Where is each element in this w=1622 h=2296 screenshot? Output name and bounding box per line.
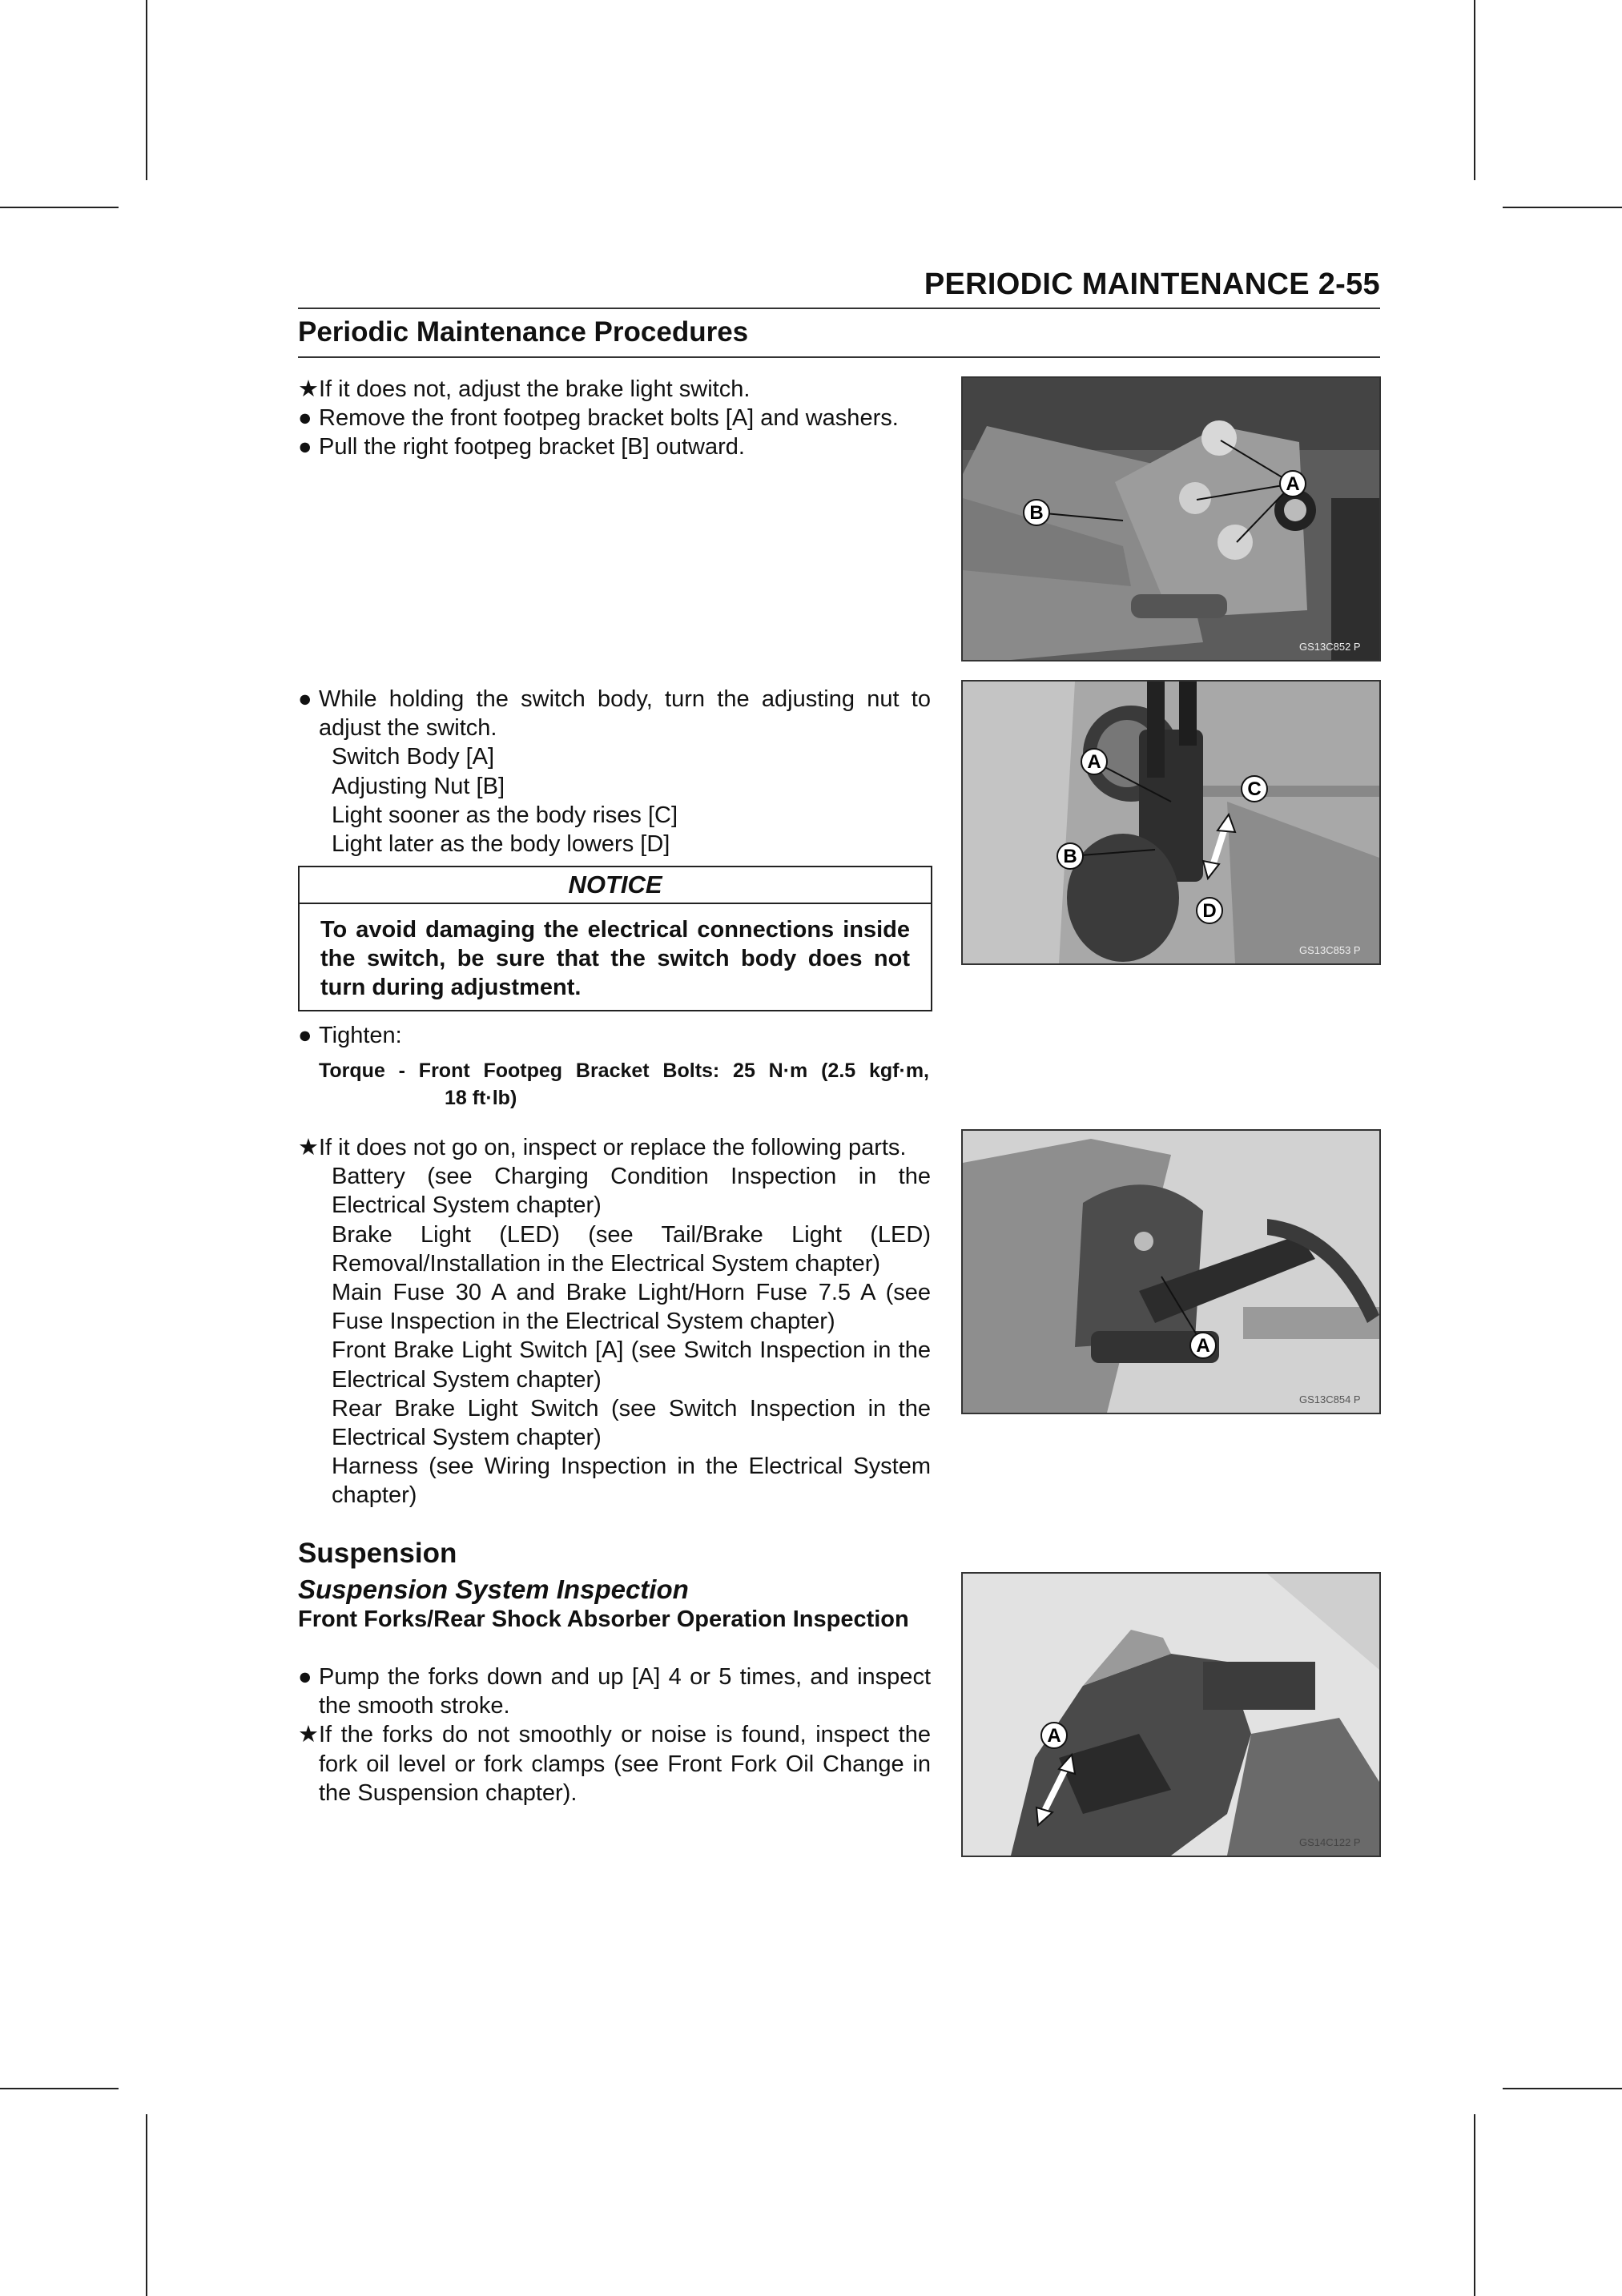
callout-label: C [1247,778,1262,800]
list-item-text: If it does not, adjust the brake light switch. [319,376,751,402]
list-item-text: If the forks do not smoothly or noise is found, inspect the fork oil level or fork clamps (see Front Fork Oil Change in the Suspension chapter). [319,1722,931,1806]
block-switch-adjust [298,685,931,858]
legend-adjusting-nut: Adjusting Nut [B] [332,773,505,799]
photo-front-forks [961,1572,1381,1857]
list-item [298,1720,931,1807]
header-rule [298,308,1380,309]
section-title: Periodic Maintenance Procedures [298,316,749,348]
star-icon: ★ [298,1722,319,1748]
callout-label: D [1202,900,1217,922]
list-item-text: Remove the front footpeg bracket bolts [A] and washers. [319,405,899,432]
photo-front-brake-switch [961,1129,1381,1414]
section-rule [298,356,1380,358]
star-icon: ★ [298,1135,319,1160]
callout-label: B [1029,502,1044,524]
bullet-icon: ● [298,686,312,712]
block-suspension-items [298,1663,931,1807]
part-battery: Battery (see Charging Condition Inspection in the Electrical System chapter) [332,1164,931,1219]
callout-label: B [1063,846,1077,867]
list-item [298,1663,931,1720]
list-item-text: Pump the forks down and up [A] 4 or 5 times, and inspect the smooth stroke. [319,1664,931,1719]
torque-line: 18 ft·lb) [445,1087,517,1109]
photo-code: GS14C122 P [1299,1836,1361,1848]
torque-line: Torque - Front Footpeg Bracket Bolts: 25 N·m (2.5 kgf·m, [319,1060,929,1082]
list-item-text: If it does not go on, inspect or replace the following parts. [319,1135,907,1160]
block-parts-inspection [298,1133,931,1510]
list-item [298,685,931,742]
crop-mark [146,2114,147,2296]
crop-mark [146,0,147,180]
photo-code: GS13C853 P [1299,944,1361,956]
notice-box [298,866,932,1011]
photo-brake-light-switch [961,680,1381,965]
legend-light-sooner: Light sooner as the body rises [C] [332,802,678,828]
part-fuses: Main Fuse 30 A and Brake Light/Horn Fuse 7.5 A (see Fuse Inspection in the Electrical System chapter) [332,1280,931,1335]
callout-label: A [1196,1335,1210,1357]
list-item [298,375,931,404]
list-item [298,1021,931,1050]
legend-light-later: Light later as the body lowers [D] [332,831,670,858]
page-header: PERIODIC MAINTENANCE 2-55 [924,267,1380,301]
list-item [298,432,931,461]
part-harness: Harness (see Wiring Inspection in the Electrical System chapter) [332,1454,931,1509]
part-front-switch: Front Brake Light Switch [A] (see Switch Inspection in the Electrical System chapter) [332,1337,931,1393]
crop-mark [0,2088,119,2089]
block-brake-light-adjust [298,375,931,462]
callout-label: A [1047,1725,1061,1747]
list-item-text: While holding the switch body, turn the adjusting nut to adjust the switch. [319,686,931,742]
bullet-icon: ● [298,1664,312,1690]
block-tighten [298,1021,931,1050]
crop-mark [0,207,119,208]
crop-mark [1503,207,1622,208]
photo-code: GS13C852 P [1299,641,1361,653]
legend-switch-body: Switch Body [A] [332,744,495,770]
list-item-text: Tighten: [319,1023,402,1048]
notice-text: To avoid damaging the electrical connections inside the switch, be sure that the switch body does not turn during adjustment. [320,917,910,1001]
star-icon: ★ [298,376,319,402]
list-item [298,1133,931,1162]
suspension-heading: Suspension [298,1538,457,1569]
notice-title: NOTICE [300,867,931,904]
bullet-icon: ● [298,434,312,460]
torque-spec [319,1057,929,1112]
list-item-text: Pull the right footpeg bracket [B] outward. [319,434,745,460]
photo-footpeg-bracket [961,376,1381,661]
crop-mark [1474,0,1475,180]
list-item [298,404,931,432]
callout-label: A [1286,473,1300,495]
crop-mark [1474,2114,1475,2296]
part-brake-light: Brake Light (LED) (see Tail/Brake Light (LED) Removal/Installation in the Electrical System chapter) [332,1221,931,1277]
operation-heading: Front Forks/Rear Shock Absorber Operation Inspection [298,1606,909,1632]
suspension-subheading: Suspension System Inspection [298,1574,689,1604]
callout-label: A [1087,751,1101,773]
part-rear-switch: Rear Brake Light Switch (see Switch Inspection in the Electrical System chapter) [332,1395,931,1451]
photo-code: GS13C854 P [1299,1393,1361,1405]
crop-mark [1503,2088,1622,2089]
bullet-icon: ● [298,1023,312,1048]
bullet-icon: ● [298,405,312,432]
